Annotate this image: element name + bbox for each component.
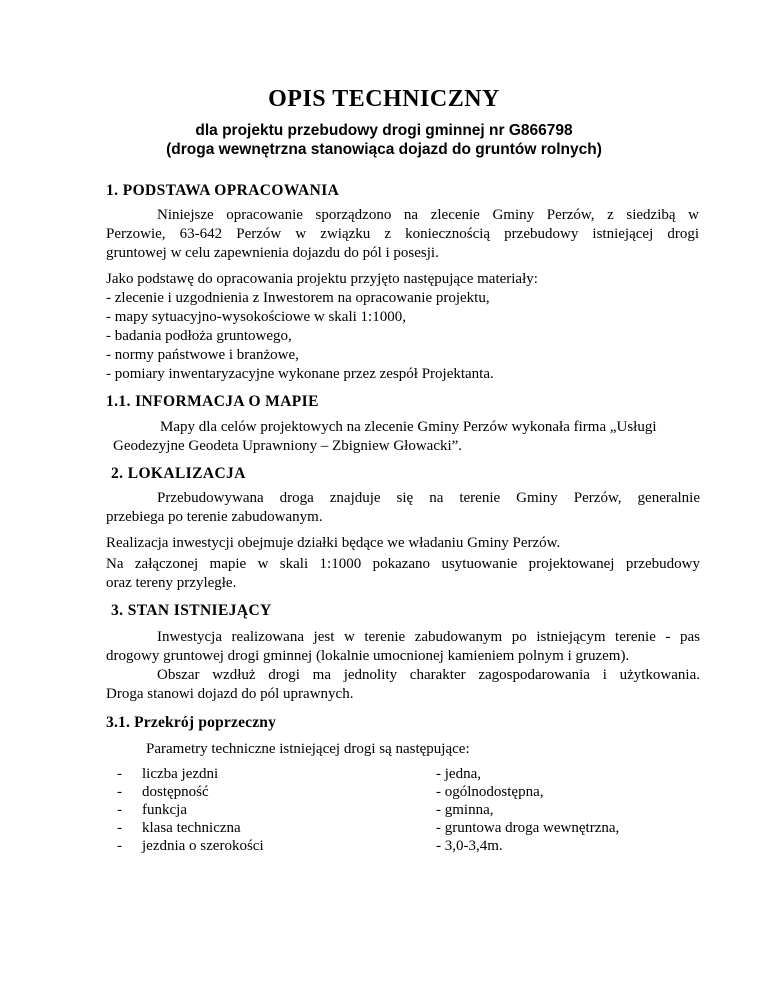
document-title: OPIS TECHNICZNY <box>268 86 500 112</box>
parameter-label: liczba jezdni <box>142 766 219 782</box>
parameter-value: - ogólnodostępna, <box>436 784 544 800</box>
section-3-paragraph-2-line-2: Droga stanowi dojazd do pól uprawnych. <box>106 686 354 702</box>
section-2-paragraph-3-line-1: Na załączonej mapie w skali 1:1000 pokazano usytuowanie projektowanej przebudowy <box>106 556 700 572</box>
materials-list-item: - zlecenie i uzgodnienia z Inwestorem na opracowanie projektu, <box>106 290 490 306</box>
parameter-dash: - <box>117 838 122 854</box>
parameter-label: dostępność <box>142 784 209 800</box>
parameter-dash: - <box>117 802 122 818</box>
section-2-paragraph-2: Realizacja inwestycji obejmuje działki będące we władaniu Gminy Perzów. <box>106 535 561 551</box>
section-2-paragraph-1-line-1: Przebudowywana droga znajduje się na terenie Gminy Perzów, generalnie <box>157 490 700 506</box>
section-3-paragraph-2-line-1: Obszar wzdłuż drogi ma jednolity charakter zagospodarowania i użytkowania. <box>157 667 700 683</box>
section-1-1-heading: 1.1. INFORMACJA O MAPIE <box>106 393 319 410</box>
section-2-heading: 2. LOKALIZACJA <box>111 465 246 482</box>
parameter-label: funkcja <box>142 802 187 818</box>
section-3-paragraph-1-line-1: Inwestycja realizowana jest w terenie zabudowanym po istniejącym terenie - pas <box>157 629 700 645</box>
materials-list-item: - badania podłoża gruntowego, <box>106 328 292 344</box>
parameter-value: - jedna, <box>436 766 481 782</box>
parameter-dash: - <box>117 820 122 836</box>
document-subtitle-line-2: (droga wewnętrzna stanowiąca dojazd do gruntów rolnych) <box>166 141 602 158</box>
section-1-materials-intro: Jako podstawę do opracowania projektu przyjęto następujące materiały: <box>106 271 538 287</box>
parameter-label: jezdnia o szerokości <box>142 838 264 854</box>
section-3-1-heading: 3.1. Przekrój poprzeczny <box>106 714 277 731</box>
section-1-1-line-2: Geodezyjne Geodeta Uprawniony – Zbigniew Głowacki”. <box>113 438 463 454</box>
section-3-heading: 3. STAN ISTNIEJĄCY <box>111 602 272 619</box>
parameter-value: - gruntowa droga wewnętrzna, <box>436 820 620 836</box>
materials-list-item: - pomiary inwentaryzacyjne wykonane przez zespół Projektanta. <box>106 366 494 382</box>
document-subtitle-line-1: dla projektu przebudowy drogi gminnej nr G866798 <box>195 122 573 139</box>
materials-list-item: - mapy sytuacyjno-wysokościowe w skali 1:1000, <box>106 309 406 325</box>
section-3-1-intro: Parametry techniczne istniejącej drogi są następujące: <box>146 741 470 757</box>
parameter-dash: - <box>117 766 122 782</box>
section-1-heading: 1. PODSTAWA OPRACOWANIA <box>106 182 340 199</box>
section-2-paragraph-3-line-2: oraz tereny przyległe. <box>106 575 237 591</box>
parameter-value: - 3,0-3,4m. <box>436 838 503 854</box>
parameter-dash: - <box>117 784 122 800</box>
section-1-paragraph-1-line-3: gruntowej w celu zapewnienia dojazdu do pól i posesji. <box>106 245 439 261</box>
parameter-value: - gminna, <box>436 802 494 818</box>
section-2-paragraph-1-line-2: przebiega po terenie zabudowanym. <box>106 509 323 525</box>
section-3-paragraph-1-line-2: drogowy gruntowej drogi gminnej (lokalnie umocnionej kamieniem polnym i gruzem). <box>106 648 630 664</box>
section-1-paragraph-1-line-2: Perzowie, 63-642 Perzów w związku z koniecznością przebudowy istniejącej drogi <box>106 226 699 242</box>
section-1-1-line-1: Mapy dla celów projektowych na zlecenie Gminy Perzów wykonała firma „Usługi <box>160 419 657 435</box>
materials-list-item: - normy państwowe i branżowe, <box>106 347 299 363</box>
parameter-label: klasa techniczna <box>142 820 241 836</box>
section-1-paragraph-1-line-1: Niniejsze opracowanie sporządzono na zlecenie Gminy Perzów, z siedzibą w <box>157 207 699 223</box>
